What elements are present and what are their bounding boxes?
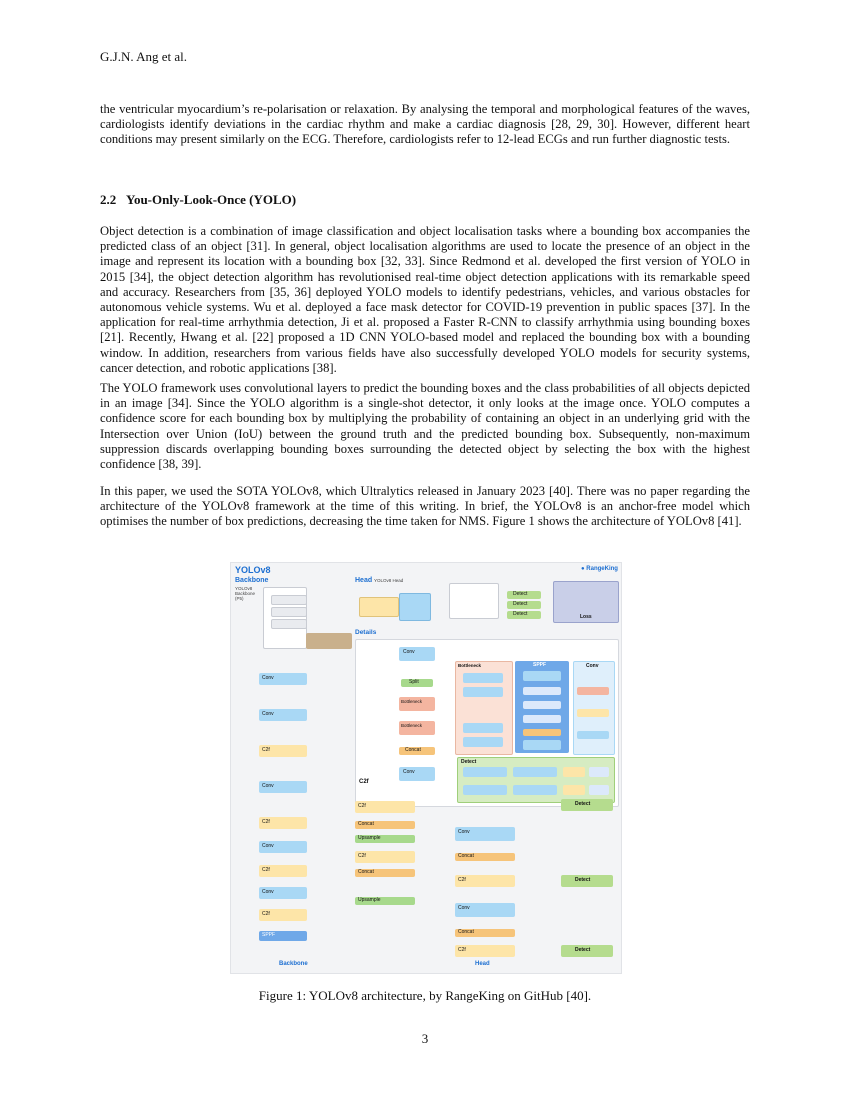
backbone-c2f: C2f <box>259 817 307 829</box>
detail-sppf-panel: SPPF <box>515 661 569 753</box>
detail-split: Split <box>401 679 433 687</box>
backbone-sppf: SPPF <box>259 931 307 941</box>
head-detect-box: Detect <box>507 591 541 599</box>
head-c2f: C2f <box>455 875 515 887</box>
section-number: 2.2 <box>100 192 117 207</box>
backbone-c2f: C2f <box>259 909 307 921</box>
head-detect: Detect <box>561 799 613 811</box>
detail-bottleneck: Bottleneck <box>399 697 435 711</box>
head-detect-box: Detect <box>507 611 541 619</box>
paragraph-ecg-continuation: the ventricular myocardium’s re-polarisation or relaxation. By analysing the temporal and morphological features of the waves, cardiologists identify deviations in the cardiac rhythm and make a cardiac diagnosis [28, 29, 30]. However, different heart conditions may present similarly on the ECG. Therefore, cardiologists refer to 12-lead ECGs and run further diagnostic tests. <box>100 102 750 147</box>
head-detect: Detect <box>561 875 613 887</box>
detail-loss-box <box>589 785 609 795</box>
detail-detect-panel: Detect <box>457 757 615 803</box>
detail-conv <box>463 723 503 733</box>
detail-conv <box>463 767 507 777</box>
backbone-conv: Conv <box>259 673 307 685</box>
section-heading <box>100 192 296 208</box>
head-subtitle: YOLOv8 Head <box>374 578 404 583</box>
detail-conv <box>523 671 561 681</box>
backbone-conv: Conv <box>259 887 307 899</box>
detail-conv: Conv <box>399 767 435 781</box>
backbone-c2f: C2f <box>259 745 307 757</box>
detail-silu <box>577 731 609 739</box>
details-title: Details <box>355 629 377 636</box>
figure-title: YOLOv8 <box>235 565 271 575</box>
head-upsample: Upsample <box>355 897 415 905</box>
head-conv: Conv <box>455 903 515 917</box>
detail-maxpool <box>523 687 561 695</box>
backbone-subtitle: YOLOv8 Backbone (P5) <box>235 586 256 601</box>
backbone-c2f: C2f <box>259 865 307 877</box>
detail-conv <box>463 673 503 683</box>
backbone-conv: Conv <box>259 841 307 853</box>
paragraph-yolov8: In this paper, we used the SOTA YOLOv8, which Ultralytics released in January 2023 [40]. There was no paper regarding the architecture of the YOLOv8 framework at the time of this writing. In brief, the YOLOv8 is an anchor-free model which optimises the number of box predictions, decreasing the time taken for NMS. Figure 1 shows the architecture of YOLOv8 [41]. <box>100 484 750 529</box>
page-number: 3 <box>421 1031 429 1046</box>
detail-conv: Conv <box>399 647 435 661</box>
detail-conv <box>463 687 503 697</box>
paragraph-yolo-framework: The YOLO framework uses convolutional layers to predict the bounding boxes and the class probabilities of all objects depicted in an image [34]. Since the YOLO algorithm is a single-shot detector, it only looks at the image once. YOLO computes a confidence score for each bounding box by multiplying the probability of containing an object in an underlying grid with the Intersection over Union (IoU) between the ground truth and the predicted bounding box. Subsequently, non-maximum suppression discards overlapping bounding boxes surrounding the detected object by selecting the box with the highest confidence [38, 39]. <box>100 381 750 472</box>
yolov8-architecture-figure <box>230 562 622 974</box>
pyramid-layer <box>271 607 307 617</box>
head-title: Head <box>355 577 373 584</box>
detail-concat: Concat <box>399 747 435 755</box>
figure-head-footer: Head <box>475 961 490 967</box>
detail-concat <box>523 729 561 736</box>
detail-maxpool <box>523 715 561 723</box>
detail-conv <box>463 737 503 747</box>
detail-bottleneck: Bottleneck <box>399 721 435 735</box>
head-upsample: Upsample <box>355 835 415 843</box>
head-c2f: C2f <box>355 801 415 813</box>
detail-maxpool <box>523 701 561 709</box>
head-neck-blocks <box>399 593 431 621</box>
backbone-conv: Conv <box>259 709 307 721</box>
detail-loss-box <box>589 767 609 777</box>
head-concat: Concat <box>355 869 415 877</box>
detail-c2f-label: C2f <box>359 779 369 785</box>
head-concat: Concat <box>455 853 515 861</box>
head-detect-box: Detect <box>507 601 541 609</box>
running-header: G.J.N. Ang et al. <box>100 49 188 64</box>
detail-bottleneck-panel: Bottleneck <box>455 661 513 755</box>
figure-backbone-footer: Backbone <box>279 961 308 967</box>
head-c2f: C2f <box>455 945 515 957</box>
detail-conv <box>463 785 507 795</box>
detail-conv <box>513 785 557 795</box>
detail-conv2d <box>563 767 585 777</box>
head-neck-blocks <box>359 597 399 617</box>
detail-conv2d <box>577 687 609 695</box>
pyramid-layer <box>271 595 307 605</box>
detail-batchnorm <box>577 709 609 717</box>
detail-conv <box>513 767 557 777</box>
head-concat: Concat <box>355 821 415 829</box>
paragraph-object-detection: Object detection is a combination of image classification and object localisation tasks where a bounding box accompanies the predicted class of an object [31]. In general, object localisation algorithms are used to locate the presence of an object in the image and represent its location with a bounding box [32, 33]. Since Redmond et al. developed the first version of YOLO in 2015 [34], the object detection algorithm has revolutionised real-time object detection applications with its remarkable speed and accuracy. Researchers from [35, 36] deployed YOLO models to identify pedestrians, vehicles, and various obstacles for autonomous vehicle systems. Wu et al. deployed a face mask detector for COVID-19 prevention in public spaces [37]. In the application for real-time arrhythmia detection, Ji et al. proposed a Faster R-CNN to classify arrhythmia using bounding boxes [21]. Recently, Hwang et al. [22] proposed a 1D CNN YOLO-based model and replaced the bounding box with a bounding window. In addition, researchers from various fields have also successfully developed YOLO models for security systems, cancer detection, and robotic applications [38]. <box>100 224 750 375</box>
detail-conv-panel: Conv <box>573 661 615 755</box>
head-conv: Conv <box>455 827 515 841</box>
head-detect: Detect <box>561 945 613 957</box>
detail-conv2d <box>563 785 585 795</box>
input-image-thumbnail <box>306 633 352 649</box>
head-c2f: C2f <box>355 851 415 863</box>
backbone-title: Backbone <box>235 577 269 584</box>
pyramid-layer <box>271 619 307 629</box>
head-concat: Concat <box>455 929 515 937</box>
figure-caption: Figure 1: YOLOv8 architecture, by RangeKing on GitHub [40]. <box>258 988 592 1003</box>
head-pyramid <box>449 583 499 619</box>
loss-panel: Loss <box>553 581 619 623</box>
section-title: You-Only-Look-Once (YOLO) <box>126 192 297 207</box>
detail-conv <box>523 740 561 750</box>
figure-brand: ● RangeKing <box>581 566 618 572</box>
backbone-conv: Conv <box>259 781 307 793</box>
